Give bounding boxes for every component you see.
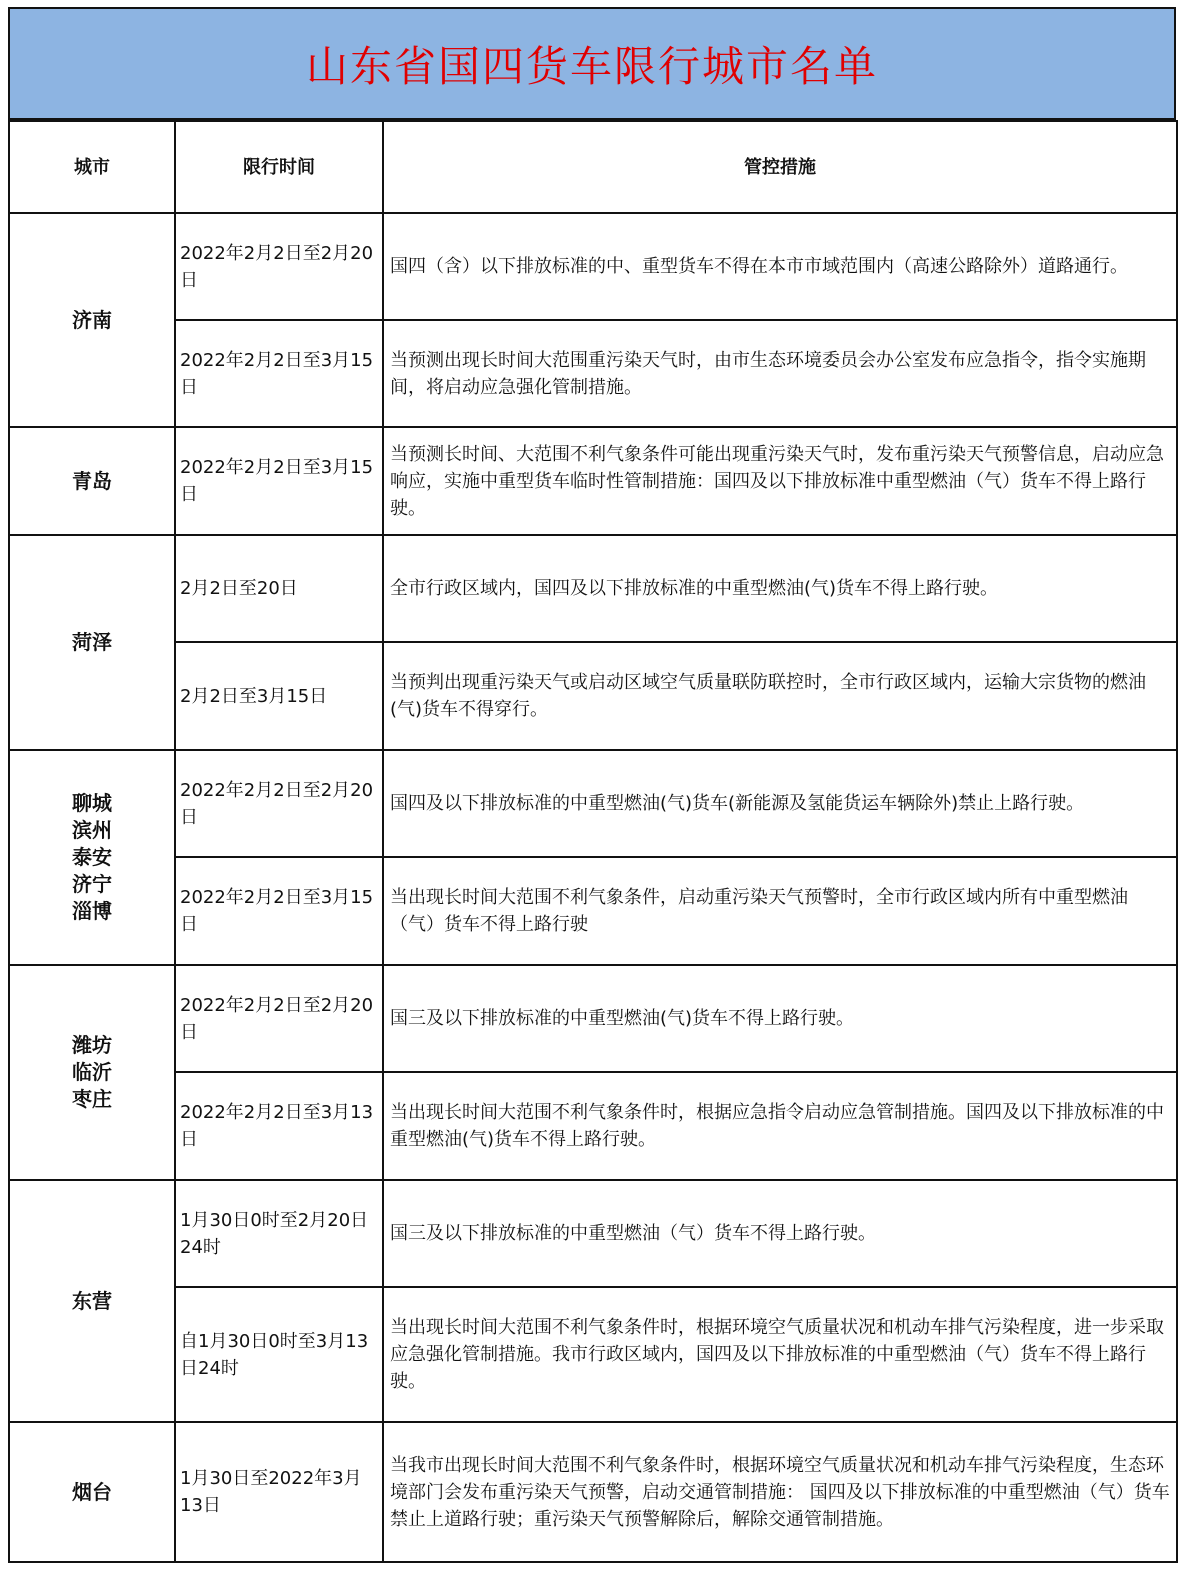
time-cell: 2022年2月2日至3月15日 bbox=[175, 857, 383, 965]
city-cell bbox=[9, 965, 175, 1180]
time-cell: 2月2日至3月15日 bbox=[175, 642, 383, 750]
time-cell: 2022年2月2日至2月20日 bbox=[175, 213, 383, 320]
measure-cell: 国四（含）以下排放标准的中、重型货车不得在本市市域范围内（高速公路除外）道路通行。 bbox=[383, 213, 1177, 320]
table-row bbox=[9, 427, 1177, 535]
city-name: 青岛 bbox=[72, 468, 112, 493]
table-row bbox=[9, 750, 1177, 857]
city-name: 淄博 bbox=[72, 899, 112, 923]
measure-cell: 国三及以下排放标准的中重型燃油(气)货车不得上路行驶。 bbox=[383, 965, 1177, 1072]
city-name: 聊城 bbox=[72, 791, 112, 815]
table-row bbox=[9, 642, 1177, 750]
header-time: 限行时间 bbox=[175, 121, 383, 213]
city-name: 东营 bbox=[72, 1288, 112, 1313]
table-row bbox=[9, 965, 1177, 1072]
header-city: 城市 bbox=[9, 121, 175, 213]
measure-cell: 当预测长时间、大范围不利气象条件可能出现重污染天气时，发布重污染天气预警信息，启动应急响应，实施中重型货车临时性管制措施：国四及以下排放标准中重型燃油（气）货车不得上路行驶。 bbox=[383, 427, 1177, 535]
city-name: 烟台 bbox=[72, 1479, 112, 1504]
time-cell: 自1月30日0时至3月13日24时 bbox=[175, 1287, 383, 1422]
table-row bbox=[9, 857, 1177, 965]
table-row bbox=[9, 1287, 1177, 1422]
time-cell: 2022年2月2日至3月13日 bbox=[175, 1072, 383, 1180]
table-row bbox=[9, 1072, 1177, 1180]
city-name: 潍坊 bbox=[72, 1033, 112, 1057]
restriction-table bbox=[8, 120, 1178, 1563]
table-row bbox=[9, 213, 1177, 320]
measure-cell: 当出现长时间大范围不利气象条件时，根据环境空气质量状况和机动车排气污染程度，进一步采取应急强化管制措施。我市行政区域内，国四及以下排放标准的中重型燃油（气）货车不得上路行驶。 bbox=[383, 1287, 1177, 1422]
measure-cell: 当我市出现长时间大范围不利气象条件时，根据环境空气质量状况和机动车排气污染程度，生态环境部门会发布重污染天气预警，启动交通管制措施： 国四及以下排放标准的中重型燃油（气）货车禁止上道路行驶；重污染天气预警解除后，解除交通管制措施。 bbox=[383, 1422, 1177, 1562]
measure-cell: 国三及以下排放标准的中重型燃油（气）货车不得上路行驶。 bbox=[383, 1180, 1177, 1287]
measure-cell: 当出现长时间大范围不利气象条件，启动重污染天气预警时，全市行政区域内所有中重型燃油（气）货车不得上路行驶 bbox=[383, 857, 1177, 965]
city-name: 济宁 bbox=[72, 872, 112, 896]
time-cell: 1月30日0时至2月20日24时 bbox=[175, 1180, 383, 1287]
time-cell: 2022年2月2日至3月15日 bbox=[175, 427, 383, 535]
city-list-sheet bbox=[8, 7, 1176, 1563]
city-cell bbox=[9, 535, 175, 750]
time-cell: 2022年2月2日至2月20日 bbox=[175, 965, 383, 1072]
table-row bbox=[9, 1180, 1177, 1287]
city-name: 泰安 bbox=[72, 845, 112, 869]
measure-cell: 当出现长时间大范围不利气象条件时，根据应急指令启动应急管制措施。国四及以下排放标准的中重型燃油(气)货车不得上路行驶。 bbox=[383, 1072, 1177, 1180]
header-row bbox=[9, 121, 1177, 213]
table-row bbox=[9, 535, 1177, 642]
table-body bbox=[9, 213, 1177, 1562]
time-cell: 2022年2月2日至2月20日 bbox=[175, 750, 383, 857]
city-cell bbox=[9, 213, 175, 427]
table-row bbox=[9, 320, 1177, 427]
time-cell: 2月2日至20日 bbox=[175, 535, 383, 642]
table-row bbox=[9, 1422, 1177, 1562]
city-name: 临沂 bbox=[72, 1060, 112, 1084]
city-cell bbox=[9, 1422, 175, 1562]
city-name: 济南 bbox=[72, 307, 112, 332]
measure-cell: 国四及以下排放标准的中重型燃油(气)货车(新能源及氢能货运车辆除外)禁止上路行驶。 bbox=[383, 750, 1177, 857]
measure-cell: 全市行政区域内，国四及以下排放标准的中重型燃油(气)货车不得上路行驶。 bbox=[383, 535, 1177, 642]
time-cell: 1月30日至2022年3月13日 bbox=[175, 1422, 383, 1562]
page-title: 山东省国四货车限行城市名单 bbox=[305, 41, 878, 91]
measure-cell: 当预判出现重污染天气或启动区域空气质量联防联控时，全市行政区域内，运输大宗货物的燃油(气)货车不得穿行。 bbox=[383, 642, 1177, 750]
city-cell bbox=[9, 750, 175, 965]
city-cell bbox=[9, 1180, 175, 1422]
header-measure: 管控措施 bbox=[383, 121, 1177, 213]
city-name: 菏泽 bbox=[72, 630, 112, 654]
city-name: 枣庄 bbox=[72, 1087, 112, 1111]
city-name: 滨州 bbox=[72, 818, 112, 842]
time-cell: 2022年2月2日至3月15日 bbox=[175, 320, 383, 427]
city-cell bbox=[9, 427, 175, 535]
measure-cell: 当预测出现长时间大范围重污染天气时，由市生态环境委员会办公室发布应急指令，指令实施期间，将启动应急强化管制措施。 bbox=[383, 320, 1177, 427]
title-bar bbox=[8, 7, 1176, 120]
